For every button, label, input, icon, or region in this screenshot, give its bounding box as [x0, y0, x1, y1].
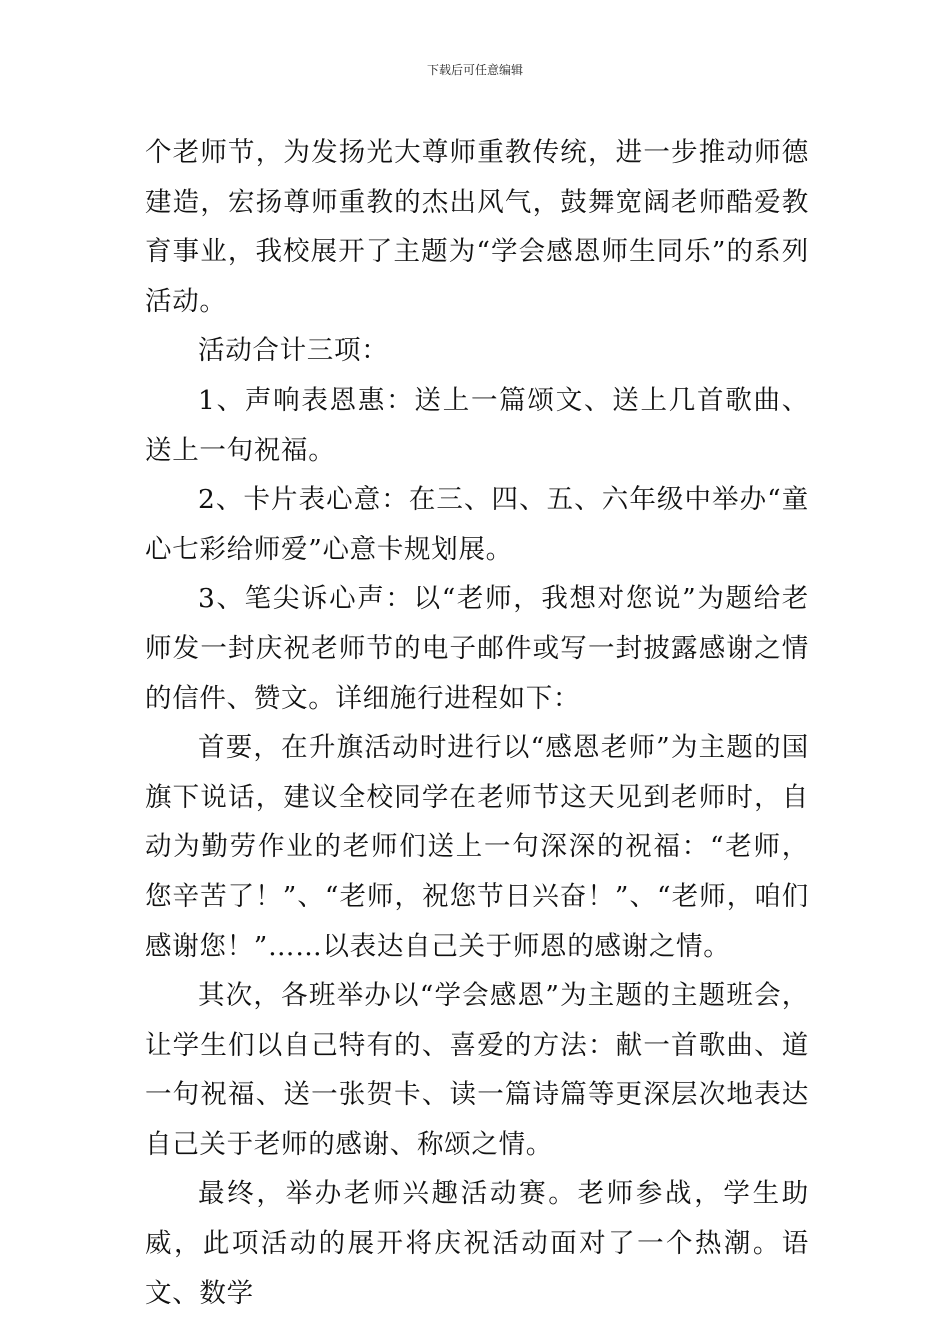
page-header-note: 下载后可任意编辑 — [426, 63, 523, 77]
document-body — [145, 128, 809, 1318]
paragraph-intro-continued: 个老师节，为发扬光大尊师重教传统，进一步推动师德建造，宏扬尊师重教的杰出风气，鼓舞宽阔老师酷爱教育事业，我校展开了主题为“学会感恩师生同乐”的系列活动。 — [145, 137, 809, 317]
paragraph-first-step: 首要，在升旗活动时进行以“感恩老师”为主题的国旗下说话，建议全校同学在老师节这天见到老师时，自动为勤劳作业的老师们送上一句深深的祝福：“老师，您辛苦了！”、“老师，祝您节日兴奋！”、“老师，咱们感谢您！”……以表达自己关于师恩的感谢之情。 — [145, 732, 809, 962]
paragraph-activity-1: 1、声响表恩惠：送上一篇颂文、送上几首歌曲、送上一句祝福。 — [145, 384, 809, 466]
paragraph-activity-3: 3、笔尖诉心声：以“老师，我想对您说”为题给老师发一封庆祝老师节的电子邮件或写一封披露感谢之情的信件、赞文。详细施行进程如下： — [145, 583, 809, 714]
paragraph-second-step: 其次，各班举办以“学会感恩”为主题的主题班会，让学生们以自己特有的、喜爱的方法：献一首歌曲、道一句祝福、送一张贺卡、读一篇诗篇等更深层次地表达自己关于老师的感谢、称颂之情。 — [145, 980, 809, 1160]
paragraph-activity-2: 2、卡片表心意：在三、四、五、六年级中举办“童心七彩给师爱”心意卡规划展。 — [145, 484, 809, 565]
paragraph-activity-count: 活动合计三项： — [198, 335, 389, 367]
paragraph-final-step: 最终，举办老师兴趣活动赛。老师参战，学生助威，此项活动的展开将庆祝活动面对了一个热潮。语文、数学 — [145, 1178, 809, 1309]
